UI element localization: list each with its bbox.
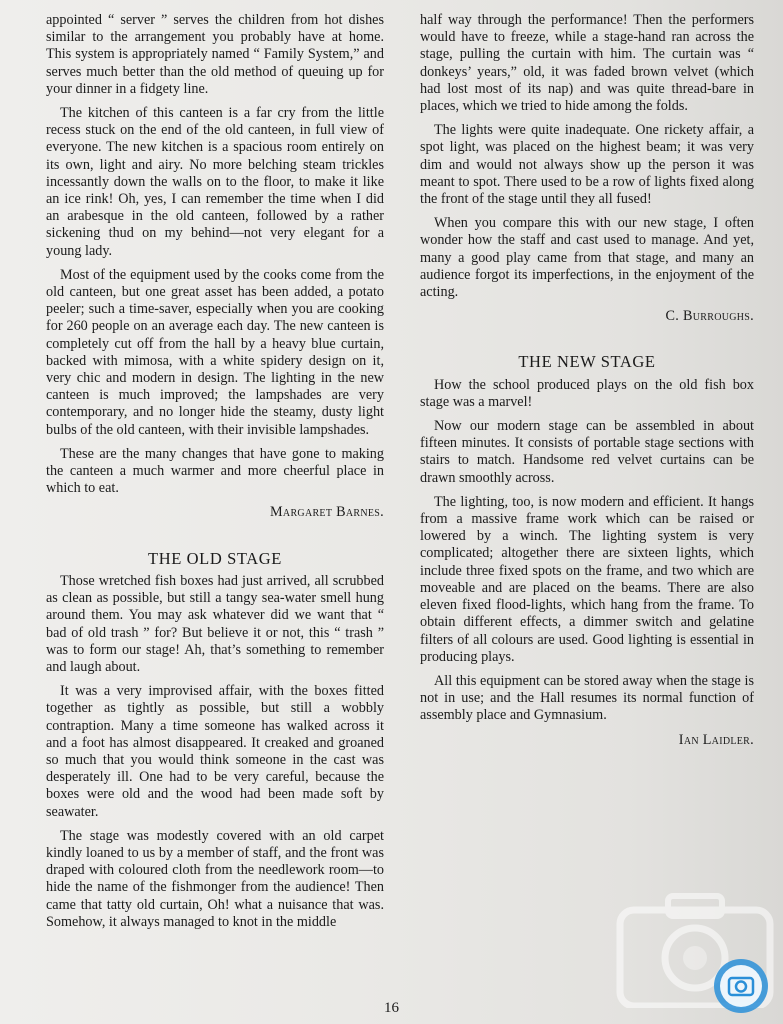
paragraph: Most of the equipment used by the cooks come from the old canteen, but one great asset has been added, a potato peeler; such a time-saver, especially when you are cooking for 260 people on an average each day. The new canteen is completely cut off from the hall by a heavy blue curtain, backed with mimosa, with a white spidery design on it, very chic and modern in design. The lighting in the new canteen is much improved; the lampshades are very contemporary, and no longer hide the steamy, dusty light bulbs of the old canteen, with their invisible lampshades. [46, 266, 384, 438]
paragraph: The stage was modestly covered with an old carpet kindly loaned to us by a member of staff, and the front was draped with coloured cloth from the needlework room—to hide the name of the fishmonger from the audience! Then came that tatty old curtain, Oh! what a nuisance that was. Somehow, it always managed to knot in the middle [46, 827, 384, 930]
paragraph: It was a very improvised affair, with the boxes fitted together as tightly as possible, but still a wobbly contraption. Many a time someone has walked across it and a foot has almost disappeared. It creaked and groaned so much that you would think someone in the cast was desperately ill. One had to be very careful, because the boxes were old and the wood had been made soft by seawater. [46, 683, 384, 820]
page-number: 16 [384, 1000, 399, 1016]
paragraph: All this equipment can be stored away when the stage is not in use; and the Hall resumes its normal function of assembly place and Gymnasium. [420, 672, 754, 724]
paragraph: Now our modern stage can be assembled in about fifteen minutes. It consists of portable stage sections with stairs to match. Handsome red velvet curtains can be drawn smoothly across. [420, 418, 754, 486]
author-signature: Ian Laidler. [678, 731, 754, 748]
right-column [420, 12, 754, 759]
paragraph: The lighting, too, is now modern and efficient. It hangs from a massive frame work which can be raised or lowered by a winch. The lighting system is very complicated; altogether there are sixteen lights, which include three fixed spots on the frame, and two which are moveable and are placed on the beams. There are also eleven fixed flood-lights, which hang from the frame. To obtain different effects, a dimmer switch and gelatine filters of all colours are used. Good lighting is essential in producing plays. [420, 493, 754, 665]
paragraph: When you compare this with our new stage, I often wonder how the staff and cast used to manage. And yet, many a good play came from that stage, and many an audience forgot its imperfections, in the enjoyment of the acting. [420, 215, 754, 301]
paragraph: These are the many changes that have gone to making the canteen a much warmer and more cheerful place in which to eat. [46, 445, 384, 497]
paragraph: The kitchen of this canteen is a far cry from the little recess stuck on the end of the old canteen, in full view of everyone. The new kitchen is a spacious room entirely on its own, light and airy. No more belching steam trickles incessantly down the walls on to the floor, to make it like an ice rink! Oh, yes, I can remember the time when I did an arabesque in the old canteen, followed by a rather sickening thud on my behind—not very elegant for a young lady. [46, 105, 384, 259]
left-column [46, 12, 384, 938]
paragraph: appointed “ server ” serves the children from hot dishes similar to the arrangement you probably have at home. This system is appropriately named “ Family System,” and serves much better than the old method of queuing up for your dinner in a fidgety line. [46, 12, 384, 97]
article-heading: THE OLD STAGE [148, 548, 282, 568]
paragraph: The lights were quite inadequate. One rickety affair, a spot light, was placed on the highest beam; it was very dim and would not always show up the person it was meant to spot. There used to be a row of lights fixed along the front of the stage until they all fused! [420, 122, 754, 208]
author-signature: C. Burroughs. [665, 308, 754, 325]
article-heading: THE NEW STAGE [518, 352, 656, 372]
paragraph: How the school produced plays on the old fish box stage was a marvel! [420, 376, 754, 410]
camera-badge-icon [712, 957, 770, 1015]
author-signature: Margaret Barnes. [270, 504, 384, 521]
paragraph: half way through the performance! Then the performers would have to freeze, while a stage-hand ran across the stage, pulling the curtain with him. The curtain was “ donkeys’ years,” old, it was faded brown velvet (which had lost most of its nap) and was quite thread-bare in places, which we tried to hide among the folds. [420, 12, 754, 115]
paragraph: Those wretched fish boxes had just arrived, all scrubbed as clean as possible, but still a tangy sea-water smell hung around them. You may ask whatever did we want that “ bad of old trash ” for? But believe it or not, this “ trash ” was to form our stage! Ah, that’s something to remember and laugh about. [46, 572, 384, 675]
